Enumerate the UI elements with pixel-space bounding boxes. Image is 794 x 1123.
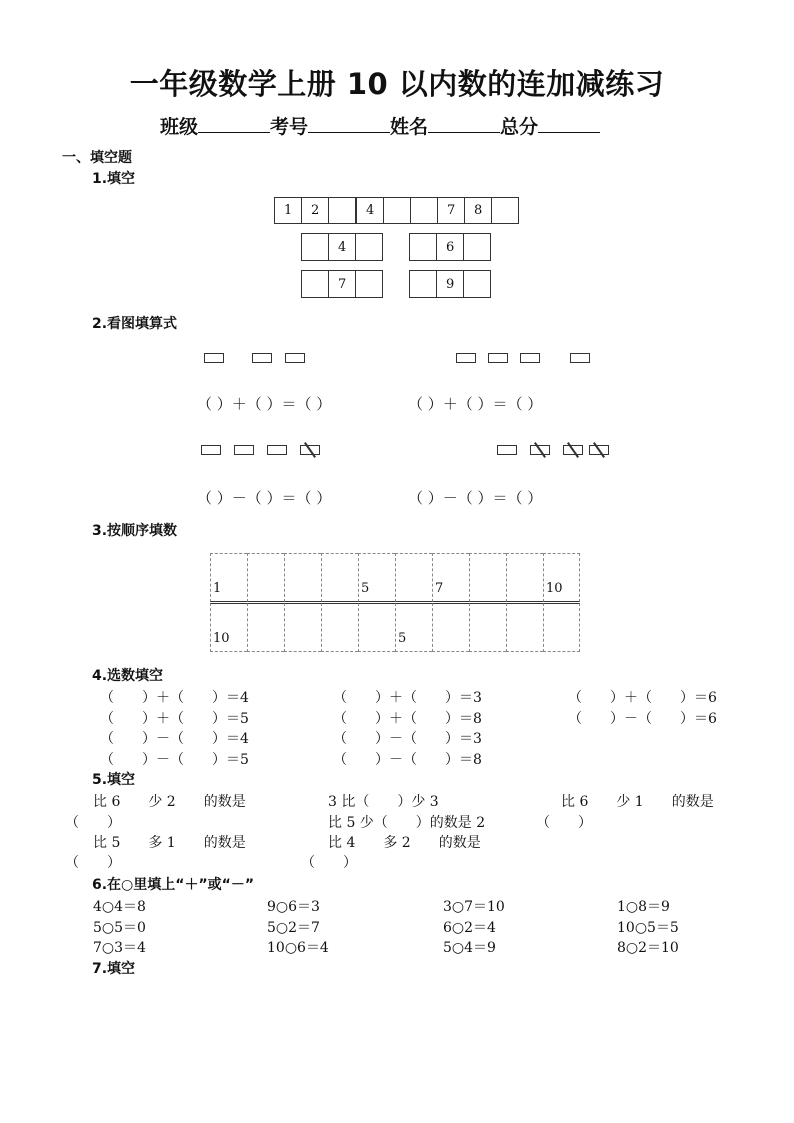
- answer-blank[interactable]: （ ）: [65, 815, 121, 831]
- addition-equation[interactable]: （ ）＋（ ）＝（ ）: [408, 395, 543, 413]
- answer-blank[interactable]: （ ）: [65, 855, 121, 871]
- rectangle-icon: [234, 445, 254, 455]
- student-info-line: [160, 112, 600, 139]
- choose-number-equation[interactable]: （ ）－（ ）＝4: [100, 731, 249, 747]
- q1-label: 1.填空: [92, 171, 136, 187]
- number-box-value: 4: [338, 240, 347, 255]
- operator-equation[interactable]: 10○5＝5: [617, 919, 679, 936]
- fill-question: 比 6 少 1 的数是: [561, 794, 714, 810]
- sequence-cell[interactable]: [284, 553, 321, 602]
- rectangle-icon: [252, 353, 272, 363]
- operator-equation[interactable]: 4○4＝8: [93, 899, 146, 915]
- number-strip-cell: 1: [274, 197, 302, 224]
- sequence-cell[interactable]: [358, 603, 395, 652]
- choose-number-equation[interactable]: （ ）＋（ ）＝8: [333, 710, 482, 727]
- choose-number-equation[interactable]: （ ）＋（ ）＝6: [568, 690, 717, 706]
- operator-equation[interactable]: 8○2＝10: [617, 940, 679, 956]
- q4-label: 4.选数填空: [92, 668, 164, 684]
- name-blank[interactable]: [428, 114, 500, 133]
- rectangle-icon: [497, 445, 517, 455]
- fill-question: 比 5 少（ ）的数是 2: [328, 815, 486, 831]
- operator-equation[interactable]: 5○2＝7: [267, 919, 320, 936]
- operator-equation[interactable]: 3○7＝10: [443, 899, 505, 915]
- operator-equation[interactable]: 5○5＝0: [93, 919, 146, 936]
- choose-number-equation[interactable]: （ ）＋（ ）＝3: [333, 690, 482, 706]
- sequence-cell[interactable]: [395, 553, 432, 602]
- sequence-cell[interactable]: [506, 553, 543, 602]
- sequence-cell[interactable]: [247, 553, 284, 602]
- number-box-value: 9: [446, 277, 455, 292]
- q6-label: 6.在○里填上“＋”或“－”: [92, 877, 255, 893]
- number-strip-cell[interactable]: [491, 197, 519, 224]
- section-heading: 一、填空题: [62, 150, 132, 166]
- sequence-cell[interactable]: [469, 553, 506, 602]
- choose-number-equation[interactable]: （ ）＋（ ）＝5: [100, 710, 249, 727]
- q7-label: 7.填空: [92, 961, 136, 977]
- fill-question: 3 比（ ）少 3: [328, 794, 439, 810]
- q5-label: 5.填空: [92, 772, 136, 788]
- sequence-cell: 10: [543, 553, 580, 602]
- fill-question: 比 6 少 2 的数是: [93, 794, 246, 810]
- choose-number-equation[interactable]: （ ）－（ ）＝8: [333, 751, 482, 768]
- rectangle-icon: [201, 445, 221, 455]
- sequence-cell[interactable]: [321, 603, 358, 652]
- score-blank[interactable]: [538, 114, 600, 133]
- number-strip-cell: 4: [356, 197, 384, 224]
- class-label: 班级: [160, 116, 199, 138]
- class-blank[interactable]: [198, 114, 270, 133]
- fill-question: 比 4 多 2 的数是: [328, 835, 481, 851]
- answer-blank[interactable]: （ ）: [536, 815, 592, 831]
- sequence-cell: 5: [358, 553, 395, 602]
- sequence-cell[interactable]: [506, 603, 543, 652]
- operator-equation[interactable]: 5○4＝9: [443, 940, 496, 956]
- number-strip-cell[interactable]: [383, 197, 411, 224]
- choose-number-equation[interactable]: （ ）－（ ）＝3: [333, 731, 482, 747]
- fill-question: 比 5 多 1 的数是: [93, 835, 246, 851]
- rectangle-icon: [267, 445, 287, 455]
- sequence-cell[interactable]: [321, 553, 358, 602]
- page-title: 一年级数学上册 10 以内数的连加减练习: [129, 67, 665, 101]
- number-label: 考号: [270, 116, 309, 138]
- q3-label: 3.按顺序填数: [92, 523, 178, 539]
- number-strip-cell[interactable]: [410, 197, 438, 224]
- sequence-cell: 5: [395, 603, 432, 652]
- operator-equation[interactable]: 6○2＝4: [443, 919, 496, 936]
- q2-label: 2.看图填算式: [92, 316, 178, 332]
- sequence-cell[interactable]: [247, 603, 284, 652]
- choose-number-equation[interactable]: （ ）－（ ）＝6: [568, 710, 717, 727]
- rectangle-icon: [285, 353, 305, 363]
- operator-equation[interactable]: 9○6＝3: [267, 899, 320, 915]
- rectangle-icon: [488, 353, 508, 363]
- choose-number-equation[interactable]: （ ）＋（ ）＝4: [100, 690, 249, 706]
- number-strip-cell: 2: [301, 197, 329, 224]
- sequence-cell[interactable]: [284, 603, 321, 652]
- sequence-cell[interactable]: [543, 603, 580, 652]
- number-strip-cell[interactable]: [328, 197, 356, 224]
- operator-equation[interactable]: 7○3＝4: [93, 940, 146, 956]
- name-label: 姓名: [390, 116, 429, 138]
- rectangle-icon: [570, 353, 590, 363]
- answer-blank[interactable]: （ ）: [301, 855, 357, 871]
- choose-number-equation[interactable]: （ ）－（ ）＝5: [100, 751, 249, 768]
- number-box-value: 6: [446, 240, 455, 255]
- number-strip-cell: 7: [437, 197, 465, 224]
- subtraction-equation[interactable]: （ ）－（ ）＝（ ）: [408, 489, 543, 507]
- rectangle-icon: [456, 353, 476, 363]
- rectangle-icon: [204, 353, 224, 363]
- addition-equation[interactable]: （ ）＋（ ）＝（ ）: [197, 395, 332, 413]
- operator-equation[interactable]: 10○6＝4: [267, 940, 329, 956]
- operator-equation[interactable]: 1○8＝9: [617, 899, 670, 915]
- score-label: 总分: [500, 116, 539, 138]
- sequence-cell: 10: [210, 603, 247, 652]
- sequence-cell: 7: [432, 553, 469, 602]
- number-blank[interactable]: [308, 114, 390, 133]
- sequence-cell[interactable]: [432, 603, 469, 652]
- sequence-cell[interactable]: [469, 603, 506, 652]
- number-strip-cell: 8: [464, 197, 492, 224]
- rectangle-icon: [520, 353, 540, 363]
- subtraction-equation[interactable]: （ ）－（ ）＝（ ）: [197, 489, 332, 507]
- sequence-cell: 1: [210, 553, 247, 602]
- number-box-value: 7: [338, 277, 347, 292]
